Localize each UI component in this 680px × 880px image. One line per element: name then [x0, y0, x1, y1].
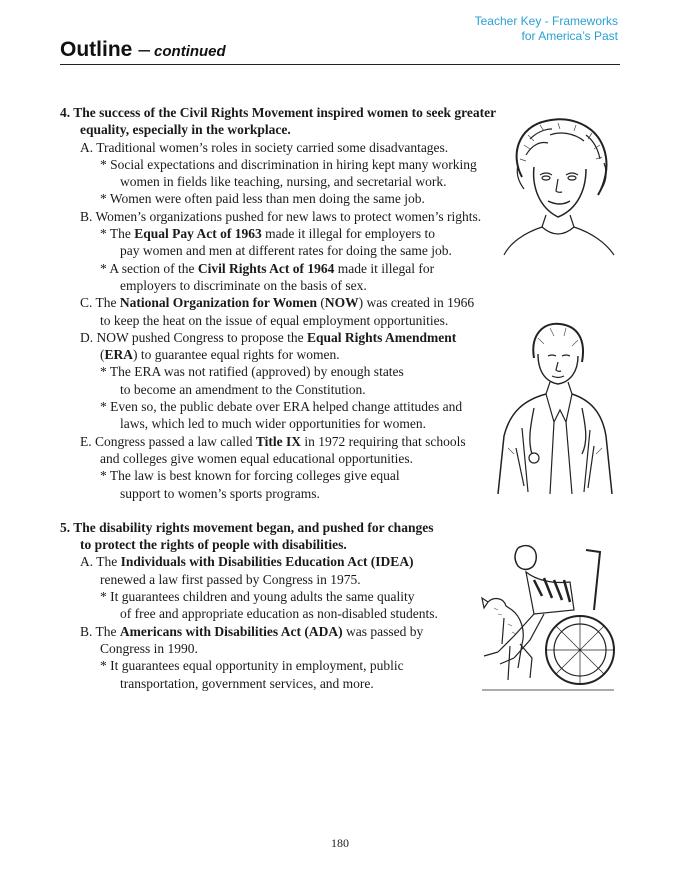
s4-b-sub-1b: pay women and men at different rates for doing the same job. — [120, 243, 452, 259]
section-4-heading — [60, 104, 500, 121]
text: made it illegal for — [334, 260, 435, 276]
text: A. The — [80, 554, 121, 570]
now-acronym: NOW — [324, 295, 359, 311]
s5-b-line-1 — [60, 623, 500, 640]
section-5-heading-line-2: to protect the rights of people with disabilities. — [80, 537, 347, 553]
era-acronym: ERA — [104, 347, 134, 363]
text: ) was created in 1966 — [358, 295, 475, 311]
title-main: Outline — [60, 38, 133, 61]
s4-b-sub-2b: employers to discriminate on the basis of sex. — [120, 277, 367, 293]
equal-pay-act: Equal Pay Act of 1963 — [134, 226, 262, 242]
text: * The — [100, 226, 135, 242]
s4-d-sub-1a: * The ERA was not ratified (approved) by enough states — [100, 364, 404, 380]
s4-e-line-2: and colleges give women equal educational opportunities. — [100, 450, 414, 466]
civil-rights-act: Civil Rights Act of 1964 — [197, 260, 335, 276]
s4-c-line-2: to keep the heat on the issue of equal employment opportunities. — [100, 312, 449, 328]
s5-a-line-2: renewed a law first passed by Congress in 1975. — [100, 571, 361, 587]
era-name: Equal Rights Amendment — [306, 329, 457, 345]
teacher-key-line-2: for America’s Past — [521, 29, 618, 43]
s4-e-sub-1a: * The law is best known for forcing colleges give equal — [100, 468, 400, 484]
doctor-illustration — [494, 318, 616, 496]
s5-b-sub-1a: * It guarantees equal opportunity in employment, public — [100, 658, 404, 674]
s4-d-line-2 — [60, 346, 500, 363]
idea-name: Individuals with Disabilities Education Act (IDEA) — [120, 554, 414, 570]
section-5-heading-line-1: The disability rights movement began, and pushed for changes — [73, 519, 434, 535]
section-5-heading — [60, 519, 500, 536]
section-gap — [60, 502, 500, 519]
text: ( — [317, 295, 325, 311]
section-4-heading-line-1: The success of the Civil Rights Movement inspired women to seek greater — [73, 105, 497, 120]
s4-d-sub-2b: laws, which led to much wider opportunities for women. — [120, 416, 426, 432]
s4-d-sub-1b: to become an amendment to the Constitution. — [120, 381, 366, 397]
text: was passed by — [342, 623, 424, 639]
now-name: National Organization for Women — [119, 295, 318, 311]
s5-a-sub-1a: * It guarantees children and young adults the same quality — [100, 589, 415, 605]
s4-a-sub-1a: * Social expectations and discrimination in hiring kept many working — [100, 156, 477, 172]
section-4-number: 4. — [60, 105, 71, 120]
s4-a-sub-1b: women in fields like teaching, nursing, and secretarial work. — [120, 174, 447, 190]
s4-d-sub-2a: * Even so, the public debate over ERA helped change attitudes and — [100, 399, 463, 415]
s4-e-line-1 — [60, 433, 500, 450]
text: in 1972 requiring that schools — [300, 433, 466, 449]
s5-b-line-2: Congress in 1990. — [100, 640, 198, 656]
s4-b-sub-1a — [60, 225, 500, 242]
ada-name: Americans with Disabilities Act (ADA) — [119, 623, 343, 639]
s4-b-line-1: B. Women’s organizations pushed for new laws to protect women’s rights. — [80, 208, 482, 224]
outline-content — [60, 104, 500, 692]
s4-d-line-1 — [60, 329, 500, 346]
text: C. The — [80, 295, 120, 311]
teacher-key-line-1: Teacher Key - Frameworks — [474, 14, 618, 28]
page-number: 180 — [331, 836, 349, 850]
page-title — [60, 38, 226, 62]
teacher-key-label — [475, 14, 618, 44]
text: D. NOW pushed Congress to propose the — [80, 329, 307, 345]
text: ) to guarantee equal rights for women. — [133, 347, 340, 363]
s4-e-sub-1b: support to women’s sports programs. — [120, 485, 320, 501]
woman-portrait-illustration — [500, 115, 618, 260]
text: ( — [100, 347, 105, 363]
title-suffix: continued — [154, 43, 226, 60]
text: * A section of the — [100, 260, 198, 276]
s4-c-line-1 — [60, 294, 500, 311]
text: B. The — [80, 623, 120, 639]
title-dash: – — [138, 38, 151, 61]
wheelchair-illustration — [474, 540, 620, 692]
text: E. Congress passed a law called — [80, 433, 256, 449]
s4-a-sub-2: * Women were often paid less than men doing the same job. — [100, 191, 425, 207]
title-rule — [60, 64, 620, 65]
section-5-number: 5. — [60, 519, 71, 535]
s5-a-sub-1b: of free and appropriate education as non-disabled students. — [120, 606, 438, 622]
s4-a-line-1: A. Traditional women’s roles in society carried some disadvantages. — [80, 139, 449, 155]
section-4-heading-line-2: equality, especially in the workplace. — [80, 122, 291, 138]
s5-b-sub-1b: transportation, government services, and more. — [120, 675, 374, 691]
title-ix: Title IX — [255, 433, 301, 449]
s5-a-line-1 — [60, 553, 500, 570]
s4-b-sub-2a — [60, 260, 500, 277]
text: made it illegal for employers to — [261, 226, 435, 242]
